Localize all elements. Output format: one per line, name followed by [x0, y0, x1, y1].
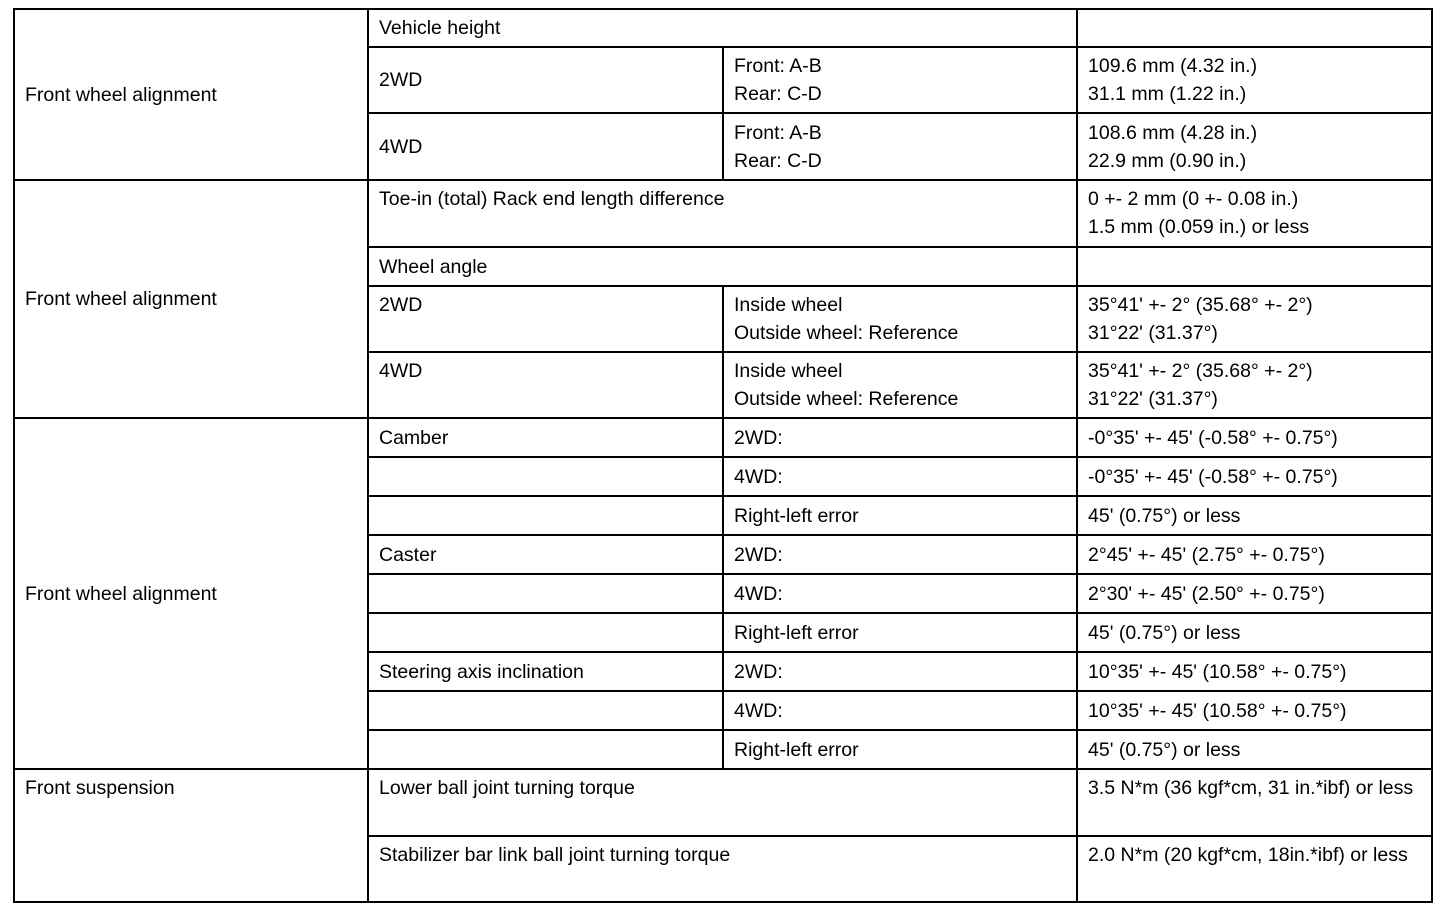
- sub-label: 4WD:: [723, 574, 1077, 613]
- sub-label: 4WD:: [723, 457, 1077, 496]
- value-line: 1.5 mm (0.059 in.) or less: [1088, 216, 1310, 238]
- value-cell: 45' (0.75°) or less: [1077, 496, 1432, 535]
- item-label: [368, 730, 723, 769]
- sub-label: 4WD:: [723, 691, 1077, 730]
- section-title: Front wheel alignment: [14, 9, 368, 180]
- value-line: 31°22' (31.37°): [1088, 388, 1218, 410]
- item-label: 4WD: [368, 352, 723, 418]
- value-line: 0 +- 2 mm (0 +- 0.08 in.): [1088, 188, 1299, 210]
- value-cell: [1077, 180, 1432, 247]
- sub-label: Right-left error: [723, 613, 1077, 652]
- value-cell: 10°35' +- 45' (10.58° +- 0.75°): [1077, 691, 1432, 730]
- sub-label: [723, 286, 1077, 352]
- value-cell: 45' (0.75°) or less: [1077, 613, 1432, 652]
- item-label: Wheel angle: [368, 247, 1077, 286]
- item-label: 2WD: [368, 47, 723, 113]
- value-line: 31°22' (31.37°): [1088, 322, 1218, 344]
- value-cell: [1077, 9, 1432, 47]
- value-line: 35°41' +- 2° (35.68° +- 2°): [1088, 360, 1313, 382]
- item-label: Toe-in (total) Rack end length difference: [368, 180, 1077, 247]
- section-title: Front suspension: [14, 769, 368, 902]
- value-cell: -0°35' +- 45' (-0.58° +- 0.75°): [1077, 457, 1432, 496]
- value-line: 31.1 mm (1.22 in.): [1088, 83, 1247, 105]
- value-line: 108.6 mm (4.28 in.): [1088, 121, 1258, 144]
- value-line: 109.6 mm (4.32 in.): [1088, 55, 1258, 77]
- value-cell: [1077, 247, 1432, 286]
- sub-line: Outside wheel: Reference: [734, 388, 959, 410]
- value-cell: 2.0 N*m (20 kgf*cm, 18in.*ibf) or less: [1077, 836, 1432, 902]
- item-label: [368, 691, 723, 730]
- sub-line: Front: A-B: [734, 55, 822, 77]
- value-cell: 45' (0.75°) or less: [1077, 730, 1432, 769]
- item-label: Vehicle height: [368, 9, 1077, 47]
- sub-line: Inside wheel: [734, 294, 843, 316]
- sub-label: 2WD:: [723, 652, 1077, 691]
- value-cell: [1077, 47, 1432, 113]
- item-label: [368, 457, 723, 496]
- table-row: [14, 769, 1432, 836]
- item-label: Steering axis inclination: [368, 652, 723, 691]
- value-cell: 10°35' +- 45' (10.58° +- 0.75°): [1077, 652, 1432, 691]
- value-line: 35°41' +- 2° (35.68° +- 2°): [1088, 294, 1313, 316]
- section-title: Front wheel alignment: [14, 418, 368, 769]
- sub-label: Right-left error: [723, 730, 1077, 769]
- sub-line: Rear: C-D: [734, 83, 822, 105]
- sub-label: Right-left error: [723, 496, 1077, 535]
- sub-line: Rear: C-D: [734, 149, 822, 172]
- item-label: 2WD: [368, 286, 723, 352]
- sub-label: [723, 352, 1077, 418]
- value-cell: -0°35' +- 45' (-0.58° +- 0.75°): [1077, 418, 1432, 457]
- item-label: 4WD: [368, 113, 723, 180]
- item-label: Stabilizer bar link ball joint turning torque: [368, 836, 1077, 902]
- value-cell: [1077, 113, 1432, 180]
- sub-line: Inside wheel: [734, 360, 843, 382]
- sub-line: Front: A-B: [734, 121, 822, 144]
- value-cell: [1077, 352, 1432, 418]
- sub-label: 2WD:: [723, 535, 1077, 574]
- item-label: [368, 574, 723, 613]
- table-row: [14, 418, 1432, 457]
- sub-label: 2WD:: [723, 418, 1077, 457]
- value-cell: 2°30' +- 45' (2.50° +- 0.75°): [1077, 574, 1432, 613]
- section-title: Front wheel alignment: [14, 180, 368, 418]
- value-cell: 3.5 N*m (36 kgf*cm, 31 in.*ibf) or less: [1077, 769, 1432, 836]
- sub-label: [723, 47, 1077, 113]
- value-line: 22.9 mm (0.90 in.): [1088, 149, 1247, 172]
- sub-line: Outside wheel: Reference: [734, 322, 959, 344]
- item-label: [368, 496, 723, 535]
- specification-table: [13, 8, 1433, 903]
- value-cell: 2°45' +- 45' (2.75° +- 0.75°): [1077, 535, 1432, 574]
- sub-label: [723, 113, 1077, 180]
- item-label: Lower ball joint turning torque: [368, 769, 1077, 836]
- item-label: Caster: [368, 535, 723, 574]
- value-cell: [1077, 286, 1432, 352]
- item-label: [368, 613, 723, 652]
- table-row: [14, 9, 1432, 47]
- table-row: [14, 180, 1432, 247]
- item-label: Camber: [368, 418, 723, 457]
